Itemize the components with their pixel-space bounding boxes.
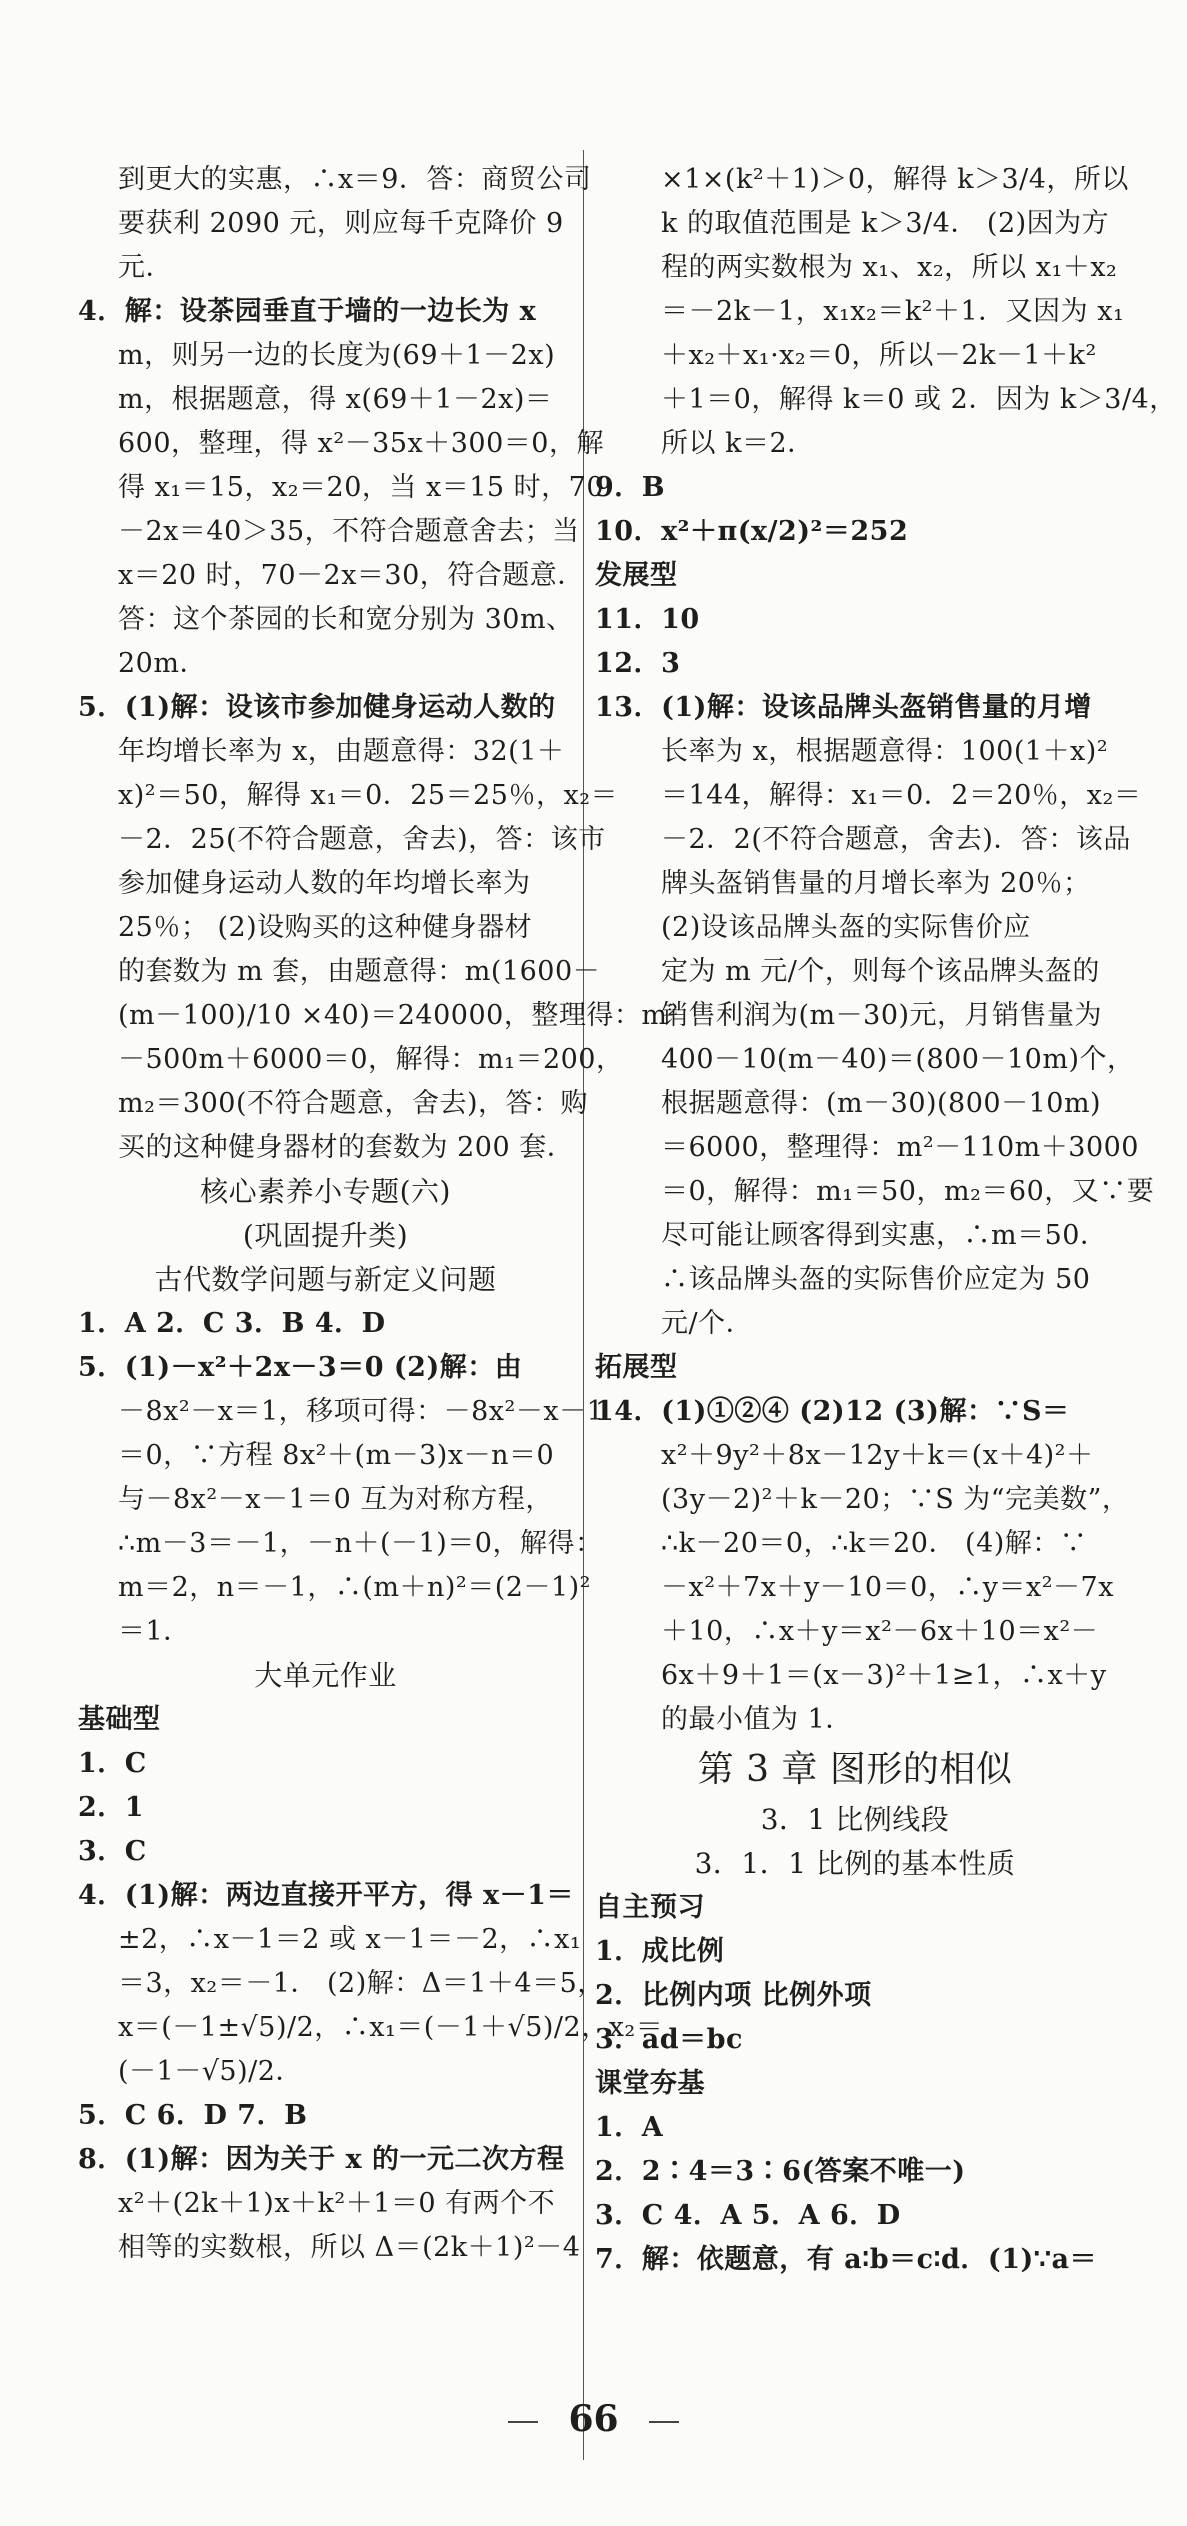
left-column-line: 得 x₁＝15，x₂＝20，当 x＝15 时，70 xyxy=(118,472,605,503)
left-column-line: (巩固提升类) xyxy=(242,1219,409,1252)
right-column-line: 6x＋9＋1＝(x－3)²＋1≥1，∴x＋y xyxy=(661,1660,1107,1691)
right-column-line: ＝－2k－1，x₁x₂＝k²＋1．又因为 x₁ xyxy=(661,296,1125,327)
right-column-line: 根据题意得：(m－30)(800－10m) xyxy=(661,1088,1102,1119)
left-column-line: 20m． xyxy=(118,648,207,679)
right-column-line: 2．2∶4＝3∶6(答案不唯一) xyxy=(595,2156,966,2187)
left-column-line: ±2，∴x－1＝2 或 x－1＝－2，∴x₁ xyxy=(118,1924,582,1955)
left-column-line: (－1－√5)/2． xyxy=(118,2056,303,2087)
right-column-line: 定为 m 元/个，则每个该品牌头盔的 xyxy=(661,956,1100,987)
left-column-line: x)²＝50，解得 x₁＝0．25＝25％，x₂＝ xyxy=(118,780,619,811)
right-column-line: (2)设该品牌头盔的实际售价应 xyxy=(661,912,1031,943)
right-column-line: 程的两实数根为 x₁、x₂，所以 x₁＋x₂ xyxy=(661,252,1118,283)
right-column-line: 3．1．1 比例的基本性质 xyxy=(694,1847,1016,1880)
left-column-line: m₂＝300(不符合题意，舍去)，答：购 xyxy=(118,1088,589,1119)
left-column-line: m＝2，n＝－1，∴(m＋n)²＝(2－1)² xyxy=(118,1572,591,1603)
right-column-line: 12．3 xyxy=(595,648,681,679)
left-column-line: m，则另一边的长度为(69＋1－2x) xyxy=(118,340,556,371)
right-column-line: 销售利润为(m－30)元，月销售量为 xyxy=(661,1000,1103,1031)
right-column-line: 尽可能让顾客得到实惠，∴m＝50． xyxy=(661,1220,1108,1251)
left-column-line: 4．解：设茶园垂直于墙的一边长为 x xyxy=(78,296,537,327)
right-column-line: ＝6000，整理得：m²－110m＋3000 xyxy=(661,1132,1139,1163)
left-column-line: 相等的实数根，所以 Δ＝(2k＋1)²－4 xyxy=(118,2232,581,2263)
right-column-line: 10．x²＋π(x/2)²＝252 xyxy=(595,516,909,547)
right-column-line: 2．比例内项 比例外项 xyxy=(595,1980,872,2011)
left-column-line: 1．A 2．C 3．B 4．D xyxy=(78,1308,386,1339)
left-column-line: x²＋(2k＋1)x＋k²＋1＝0 有两个不 xyxy=(118,2188,556,2219)
right-column-line: 拓展型 xyxy=(595,1352,678,1383)
right-column-line: 所以 k＝2． xyxy=(661,428,815,459)
left-column-line: 要获利 2090 元，则应每千克降价 9 xyxy=(118,208,564,239)
right-column-line: 13．(1)解：设该品牌头盔销售量的月增 xyxy=(595,692,1092,723)
page-number xyxy=(0,2398,1187,2440)
right-column-line: －x²＋7x＋y－10＝0，∴y＝x²－7x xyxy=(661,1572,1114,1603)
dash-left xyxy=(508,2421,538,2423)
left-column-line: m，根据题意，得 x(69＋1－2x)＝ xyxy=(118,384,553,415)
left-column-line: 年均增长率为 x，由题意得：32(1＋ xyxy=(118,736,565,767)
right-column-line: 元/个． xyxy=(661,1308,754,1339)
left-column-line: －500m＋6000＝0，解得：m₁＝200， xyxy=(118,1044,624,1075)
right-column-line: ×1×(k²＋1)＞0，解得 k＞3/4，所以 xyxy=(661,164,1129,195)
right-column-line: －2．2(不符合题意，舍去)．答：该品 xyxy=(661,824,1131,855)
left-column-line: 基础型 xyxy=(78,1704,161,1735)
left-column-line: 25％； (2)设购买的这种健身器材 xyxy=(118,912,533,943)
left-column-line: 600，整理，得 x²－35x＋300＝0，解 xyxy=(118,428,604,459)
right-column-line: ＋10，∴x＋y＝x²－6x＋10＝x²－ xyxy=(661,1616,1099,1647)
left-column-line: 2．1 xyxy=(78,1792,145,1823)
left-column-line: ＝3，x₂＝－1． (2)解：Δ＝1＋4＝5， xyxy=(118,1968,605,1999)
right-column-line: 14．(1)①②④ (2)12 (3)解：∵S＝ xyxy=(595,1396,1070,1427)
left-column-line: 到更大的实惠，∴x＝9．答：商贸公司 xyxy=(118,164,592,195)
left-column-line: (m－100)/10 ×40)＝240000，整理得：m² xyxy=(118,1000,679,1031)
right-column-line: 第 3 章 图形的相似 xyxy=(697,1749,1013,1790)
left-column-line: 5．C 6．D 7．B xyxy=(78,2100,308,2131)
right-column-line: 发展型 xyxy=(595,560,678,591)
right-column-line: ∴k－20＝0，∴k＝20． (4)解：∵ xyxy=(661,1528,1088,1559)
left-column-line: 与－8x²－x－1＝0 互为对称方程， xyxy=(118,1484,553,1515)
page-number-text: 66 xyxy=(568,2398,619,2440)
left-column-line: 5．(1)－x²＋2x－3＝0 (2)解：由 xyxy=(78,1352,523,1383)
right-column xyxy=(595,158,1177,2282)
right-column-line: 1．成比例 xyxy=(595,1936,725,1967)
right-column-line: (3y－2)²＋k－20；∵S 为“完美数”， xyxy=(661,1484,1130,1515)
right-column-line: k 的取值范围是 k＞3/4． (2)因为方 xyxy=(661,208,1110,239)
right-column-line: 11．10 xyxy=(595,604,700,635)
right-column-line: ＝0，解得：m₁＝50，m₂＝60，又∵要 xyxy=(661,1176,1155,1207)
right-column-line: 7．解：依题意，有 a∶b＝c∶d．(1)∵a＝ xyxy=(595,2244,1097,2275)
right-column-line: 400－10(m－40)＝(800－10m)个， xyxy=(661,1044,1135,1075)
left-column-line: 的套数为 m 套，由题意得：m(1600－ xyxy=(118,956,601,987)
left-column-line: 参加健身运动人数的年均增长率为 xyxy=(118,868,531,899)
right-column-line: ＋1＝0，解得 k＝0 或 2．因为 k＞3/4， xyxy=(661,384,1177,415)
dash-right xyxy=(649,2421,679,2423)
right-column-line: 3．1 比例线段 xyxy=(760,1803,950,1836)
left-column-line: 8．(1)解：因为关于 x 的一元二次方程 xyxy=(78,2144,565,2175)
right-column-line: 课堂夯基 xyxy=(595,2068,705,2099)
right-column-line: 长率为 x，根据题意得：100(1＋x)² xyxy=(661,736,1109,767)
right-column-line: 1．A xyxy=(595,2112,664,2143)
right-column-line: ＋x₂＋x₁·x₂＝0，所以－2k－1＋k² xyxy=(661,340,1097,371)
right-column-line: ∴该品牌头盔的实际售价应定为 50 xyxy=(661,1264,1091,1295)
left-column-line: ∴m－3＝－1，－n＋(－1)＝0，解得： xyxy=(118,1528,603,1559)
left-column-line: 买的这种健身器材的套数为 200 套． xyxy=(118,1132,575,1163)
left-column-line: 古代数学问题与新定义问题 xyxy=(154,1263,497,1296)
right-column-line: ＝144，解得：x₁＝0．2＝20％，x₂＝ xyxy=(661,780,1142,811)
left-column-line: x＝(－1±√5)/2，∴x₁＝(－1＋√5)/2，x₂＝ xyxy=(118,2012,664,2043)
right-column-line: 9．B xyxy=(595,472,666,503)
left-column-line: －2x＝40＞35，不符合题意舍去；当 xyxy=(118,516,580,547)
left-column-line: ＝1． xyxy=(118,1616,191,1647)
right-column-line: 自主预习 xyxy=(595,1892,705,1923)
left-column-line: x＝20 时，70－2x＝30，符合题意． xyxy=(118,560,585,591)
right-column-line: x²＋9y²＋8x－12y＋k＝(x＋4)²＋ xyxy=(661,1440,1094,1471)
left-column-line: ＝0，∵方程 8x²＋(m－3)x－n＝0 xyxy=(118,1440,555,1471)
left-column-line: 4．(1)解：两边直接开平方，得 x－1＝ xyxy=(78,1880,574,1911)
left-column-line: 元． xyxy=(118,252,173,283)
left-column-line: 答：这个茶园的长和宽分别为 30m、 xyxy=(118,604,574,635)
left-column-line: －2．25(不符合题意，舍去)，答：该市 xyxy=(118,824,606,855)
right-column-line: 3．C 4．A 5．A 6．D xyxy=(595,2200,901,2231)
left-column-line: 1．C xyxy=(78,1748,147,1779)
left-column-line: 3．C xyxy=(78,1836,147,1867)
right-column-line: 3．ad＝bc xyxy=(595,2024,743,2055)
right-column-line: 牌头盔销售量的月增长率为 20％； xyxy=(661,868,1091,899)
right-column-line: 的最小值为 1． xyxy=(661,1704,853,1735)
left-column-line: 5．(1)解：设该市参加健身运动人数的 xyxy=(78,692,556,723)
left-column-line: －8x²－x＝1，移项可得：－8x²－x－1 xyxy=(118,1396,605,1427)
left-column-line: 大单元作业 xyxy=(254,1659,397,1692)
left-column-line: 核心素养小专题(六) xyxy=(200,1175,451,1208)
